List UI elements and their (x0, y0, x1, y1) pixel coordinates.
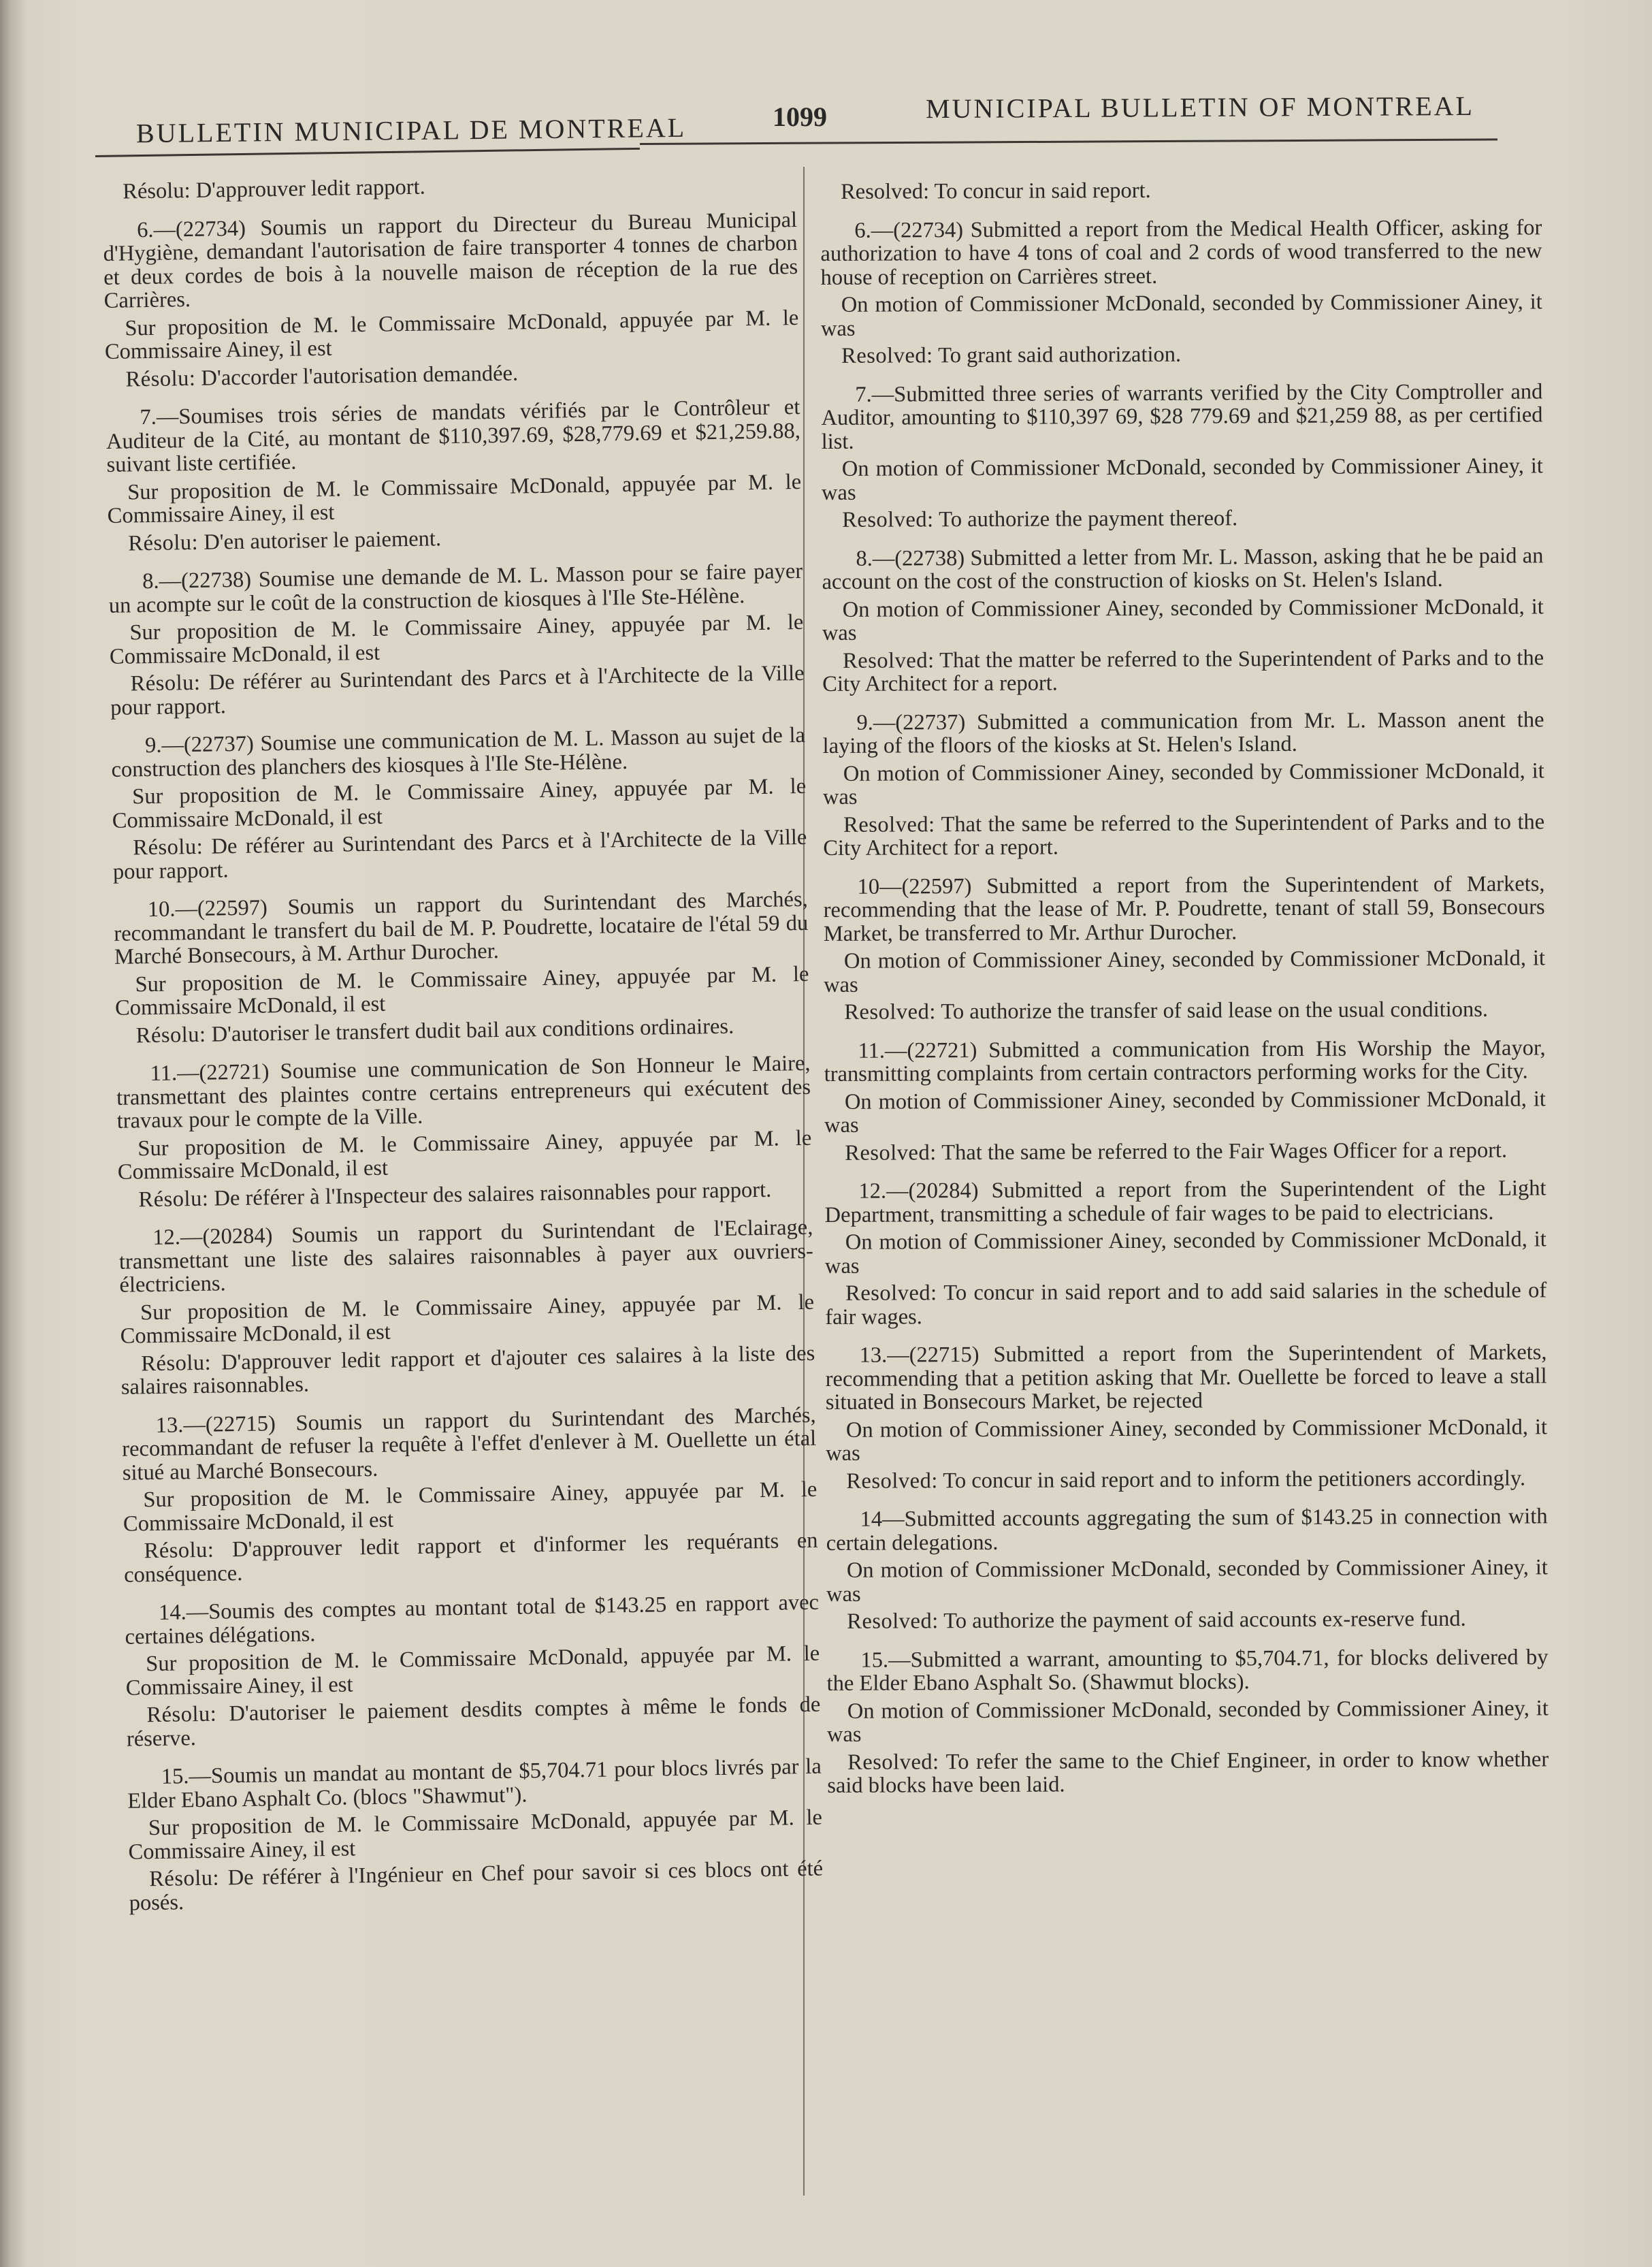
resolution-label: Résolu: (130, 670, 201, 696)
resolution-label: Resolved: (841, 343, 933, 368)
item-motion-text: On motion of Commissioner Ainey, seconded by Commissioner McDonald, it was (822, 594, 1544, 645)
english-minute-item (822, 544, 1544, 696)
item-motion-text: On motion of Commissioner Ainey, seconded by Commissioner McDonald, it was (826, 1414, 1548, 1466)
english-minute-item (824, 1176, 1546, 1329)
french-minute-item (118, 1216, 815, 1399)
english-minute-item (821, 380, 1543, 532)
resolution-text: De référer au Surintendant des Parcs et à l'Architecte de la Ville pour rapport. (110, 660, 805, 720)
english-minute-item (826, 1645, 1549, 1798)
resolution-text: D'autoriser le transfert dudit bail aux conditions ordinaires. (211, 1014, 734, 1047)
item-submission-text: 9.—(22737) Soumise une communication de M. L. Masson au sujet de la construction des planchers des kiosques à l'Ile Ste-Hélène. (111, 722, 806, 782)
resolution-text: D'approuver ledit rapport et d'informer les requérants en conséquence. (123, 1528, 818, 1588)
resolution-label: Resolved: (847, 1609, 939, 1634)
item-motion-text: On motion of Commissioner Ainey, seconded by Commissioner McDonald, it was (824, 1227, 1546, 1279)
resolution-label: Resolved: (847, 1749, 939, 1775)
item-resolution (120, 1341, 815, 1399)
french-minute-item (121, 1403, 818, 1586)
french-minute-item (125, 1591, 821, 1751)
item-motion-text: Sur proposition de M. le Commissaire Ainey, appuyée par M. le Commissaire McDonald, il est (114, 961, 809, 1020)
french-minute-item (103, 208, 800, 391)
resolution-text: De référer à l'Inspecteur des salaires raisonnables pour rapport. (214, 1177, 772, 1211)
item-motion-text: On motion of Commissioner McDonald, seconded by Commissioner Ainey, it was (821, 453, 1543, 505)
item-resolution (822, 646, 1544, 696)
item-submission-text: 7.—Soumises trois séries de mandats vérifiés par le Contrôleur et Auditeur de la Cité, au montant de $110,397.69, $28,779.69 et $21,259.88, suivant liste certifiée. (106, 394, 801, 477)
item-motion-text: On motion of Commissioner Ainey, seconded by Commissioner McDonald, it was (822, 758, 1544, 809)
item-resolution (826, 1466, 1547, 1493)
resolution-label: Résolu: (141, 1350, 212, 1376)
resolution-label: Résolu: (144, 1537, 214, 1564)
english-minute-item (823, 872, 1545, 1025)
resolution-label: Résolu: (138, 1186, 209, 1212)
item-motion-text: On motion of Commissioner McDonald, seconded by Commissioner Ainey, it was (820, 289, 1542, 341)
item-resolution (821, 341, 1542, 368)
resolution-text: To authorize the transfer of said lease on the usual conditions. (941, 997, 1489, 1025)
item-motion-text: On motion of Commissioner Ainey, seconded by Commissioner McDonald, it was (824, 1086, 1546, 1138)
item-resolution (824, 1138, 1546, 1165)
item-submission-text: 6.—(22734) Soumis un rapport du Directeur du Bureau Municipal d'Hygiène, demandant l'autorisation de faire transporter 4 tonnes de charbon et deux cordes de bois à la nouvelle maison de réception de la rue des Carrières. (103, 207, 798, 313)
page-number: 1099 (773, 101, 827, 132)
resolution-label: Résolu: (128, 530, 199, 556)
resolution-label: Résolu: (148, 1865, 220, 1892)
item-motion-text: Sur proposition de M. le Commissaire McDonald, appuyée par M. le Commissaire Ainey, il est (125, 1641, 820, 1701)
item-resolution (123, 1529, 818, 1587)
resolution-text: That the same be referred to the Superintendent of Parks and to the City Architect for a report. (823, 809, 1545, 861)
item-motion-text: Sur proposition de M. le Commissaire Ainey, appuyée par M. le Commissaire McDonald, il est (120, 1289, 815, 1349)
header-title-french: BULLETIN MUNICIPAL DE MONTREAL (135, 112, 687, 149)
item-submission-text: 7.—Submitted three series of warrants verified by the City Comptroller and Auditor, amounting to $110,397 69, $28 779.69 and $21,259 88, as per certified list. (821, 379, 1543, 454)
english-minute-item (822, 708, 1544, 861)
english-minute-item (820, 216, 1542, 368)
resolution-text: To grant said authorization. (938, 342, 1182, 368)
item-resolution (112, 826, 807, 884)
item-motion-text: Sur proposition de M. le Commissaire Ainey, appuyée par M. le Commissaire McDonald, il est (112, 773, 807, 833)
item-resolution (110, 662, 805, 720)
english-column (820, 177, 1549, 1812)
english-minute-item (826, 1505, 1549, 1633)
item-resolution (129, 1857, 824, 1915)
item-submission-text: 13.—(22715) Soumis un rapport du Surintendant des Marchés, recommandant de refuser la requête à l'effet d'enlever à M. Ouellette un étal situé au Marché Bonsecours. (121, 1402, 817, 1485)
resolution-text: That the same be referred to the Fair Wages Officer for a report. (941, 1138, 1508, 1165)
item-submission-text: 8.—(22738) Submitted a letter from Mr. L. Masson, asking that he be paid an account on the cost of the construction of kiosks on St. Helen's Island. (822, 543, 1544, 594)
item-submission-text: 10—(22597) Submitted a report from the Superintendent of Markets, recommending that the lease of Mr. P. Poudrette, tenant of stall 59, Bonsecours Market, be transferred to Mr. Arthur Durocher. (823, 871, 1545, 946)
item-resolution (824, 997, 1545, 1024)
resolution-text: D'accorder l'autorisation demandée. (201, 360, 519, 391)
resolution-label: Resolved: (842, 647, 935, 673)
french-minute-item (116, 1052, 812, 1212)
item-resolution (126, 1693, 821, 1751)
resolution-text: D'en autoriser le paiement. (204, 526, 442, 555)
item-submission-text: 6.—(22734) Submitted a report from the Medical Health Officer, asking for authorization to have 4 tons of coal and 2 cords of wood transferred to the new house of reception on Carrières street. (820, 214, 1542, 290)
item-submission-text: 9.—(22737) Submitted a communication from Mr. L. Masson anent the laying of the floors of the kiosks at St. Helen's Island. (822, 707, 1544, 758)
resolution-text: To refer the same to the Chief Engineer, in order to know whether said blocks have been laid. (827, 1746, 1549, 1798)
french-minute-item (111, 724, 807, 884)
resolution-label: Resolved: (842, 507, 934, 532)
french-lead-resolution: Résolu: D'approuver ledit rapport. (122, 174, 425, 204)
english-minute-item (824, 1036, 1546, 1165)
resolution-label: Resolved: (846, 1468, 938, 1494)
french-column (102, 170, 824, 1930)
item-motion-text: Sur proposition de M. le Commissaire Ainey, appuyée par M. le Commissaire McDonald, il est (117, 1125, 812, 1185)
item-resolution (823, 810, 1544, 861)
resolution-label: Resolved: (843, 811, 935, 837)
resolution-text: To concur in said report and to inform the petitioners accordingly. (943, 1465, 1526, 1493)
item-motion-text: Sur proposition de M. le Commissaire McDonald, appuyée par M. le Commissaire Ainey, il est (107, 469, 802, 528)
french-minute-item (108, 560, 805, 720)
resolution-text: To authorize the payment of said accounts ex-reserve fund. (943, 1606, 1466, 1634)
resolution-label: Résolu: (135, 1022, 206, 1048)
header-title-english: MUNICIPAL BULLETIN OF MONTREAL (925, 90, 1475, 125)
item-submission-text: 12.—(20284) Submitted a report from the Superintendent of the Light Department, transmitting a schedule of fair wages to be paid to electricians. (824, 1176, 1546, 1227)
resolution-text: To authorize the payment thereof. (939, 506, 1238, 532)
item-submission-text: 14—Submitted accounts aggregating the sum of $143.25 in connection with certain delegations. (826, 1504, 1548, 1556)
english-minute-item (825, 1340, 1547, 1493)
item-motion-text: Sur proposition de M. le Commissaire Ainey, appuyée par M. le Commissaire McDonald, il est (109, 609, 804, 669)
item-submission-text: 10.—(22597) Soumis un rapport du Surintendant des Marchés, recommandant le transfert du bail de M. P. Poudrette, locataire de l'étal 59 du Marché Bonsecours, à M. Arthur Durocher. (114, 886, 809, 969)
item-motion-text: Sur proposition de M. le Commissaire McDonald, appuyée par M. le Commissaire Ainey, il est (128, 1805, 823, 1865)
item-motion-text: On motion of Commissioner McDonald, seconded by Commissioner Ainey, it was (826, 1555, 1548, 1607)
item-submission-text: 14.—Soumis des comptes au montant total de $143.25 en rapport avec certaines délégations. (125, 1590, 820, 1650)
resolution-text: That the matter be referred to the Superintendent of Parks and to the City Architect for a report. (822, 645, 1544, 696)
resolution-label: Résolu: (125, 366, 196, 391)
item-submission-text: 8.—(22738) Soumise une demande de M. L. Masson pour se faire payer un acompte sur le coût de la construction de kiosques à l'Ile Ste-Hélène. (108, 558, 803, 618)
item-motion-text: On motion of Commissioner McDonald, seconded by Commissioner Ainey, it was (826, 1695, 1549, 1747)
item-motion-text: Sur proposition de M. le Commissaire Ainey, appuyée par M. le Commissaire McDonald, il est (123, 1477, 817, 1537)
page-header (95, 80, 1598, 155)
resolution-text: De référer à l'Ingénieur en Chef pour savoir si ces blocs ont été posés. (129, 1856, 824, 1916)
resolution-text: To concur in said report and to add said salaries in the schedule of fair wages. (825, 1278, 1547, 1330)
resolution-label: Resolved: (845, 1140, 937, 1165)
resolution-label: Resolved: (845, 1281, 937, 1306)
resolution-label: Résolu: (133, 834, 204, 861)
item-resolution (822, 505, 1543, 532)
resolution-label: Resolved: (844, 999, 936, 1025)
french-minute-item (127, 1755, 824, 1915)
resolution-text: D'autoriser le paiement desdits comptes à même le fonds de réserve. (126, 1692, 821, 1752)
item-submission-text: 13.—(22715) Submitted a report from the Superintendent of Markets, recommending that a petition asking that Mr. Ouellette be forced to leave a stall situated in Bonsecours Market, be rejected (825, 1340, 1547, 1415)
english-lead-resolution: Resolved: To concur in said report. (840, 178, 1151, 204)
item-submission-text: 11.—(22721) Soumise une communication de Son Honneur le Maire, transmettant des plaintes contre certains entrepreneurs qui exécutent des travaux pour le compte de la Ville. (116, 1050, 811, 1134)
french-minute-item (106, 396, 802, 556)
item-motion-text: On motion of Commissioner Ainey, seconded by Commissioner McDonald, it was (824, 946, 1546, 997)
resolution-text: De référer au Surintendant des Parcs et à l'Architecte de la Ville pour rapport. (112, 824, 807, 884)
item-motion-text: Sur proposition de M. le Commissaire McDonald, appuyée par M. le Commissaire Ainey, il est (104, 305, 799, 364)
resolution-label: Résolu: (146, 1701, 217, 1728)
item-resolution (827, 1748, 1549, 1798)
item-submission-text: 15.—Submitted a warrant, amounting to $5,704.71, for blocks delivered by the Elder Ebano Asphalt So. (Shawmut blocks). (826, 1644, 1549, 1696)
item-submission-text: 12.—(20284) Soumis un rapport du Surintendant de l'Eclairage, transmettant une liste des salaires raisonnables à payer aux ouvriers-électriciens. (118, 1215, 814, 1298)
item-resolution (825, 1279, 1546, 1329)
item-submission-text: 11.—(22721) Submitted a communication from His Worship the Mayor, transmitting complaints from certain contractors performing works for the City. (824, 1035, 1546, 1087)
item-resolution (826, 1607, 1548, 1633)
item-submission-text: 15.—Soumis un mandat au montant de $5,704.71 pour blocs livrés par la Elder Ebano Asphalt Co. (blocs "Shawmut"). (127, 1754, 822, 1814)
french-minute-item (114, 888, 810, 1048)
resolution-text: D'approuver ledit rapport et d'ajouter ces salaires à la liste des salaires raisonnables. (120, 1340, 815, 1400)
